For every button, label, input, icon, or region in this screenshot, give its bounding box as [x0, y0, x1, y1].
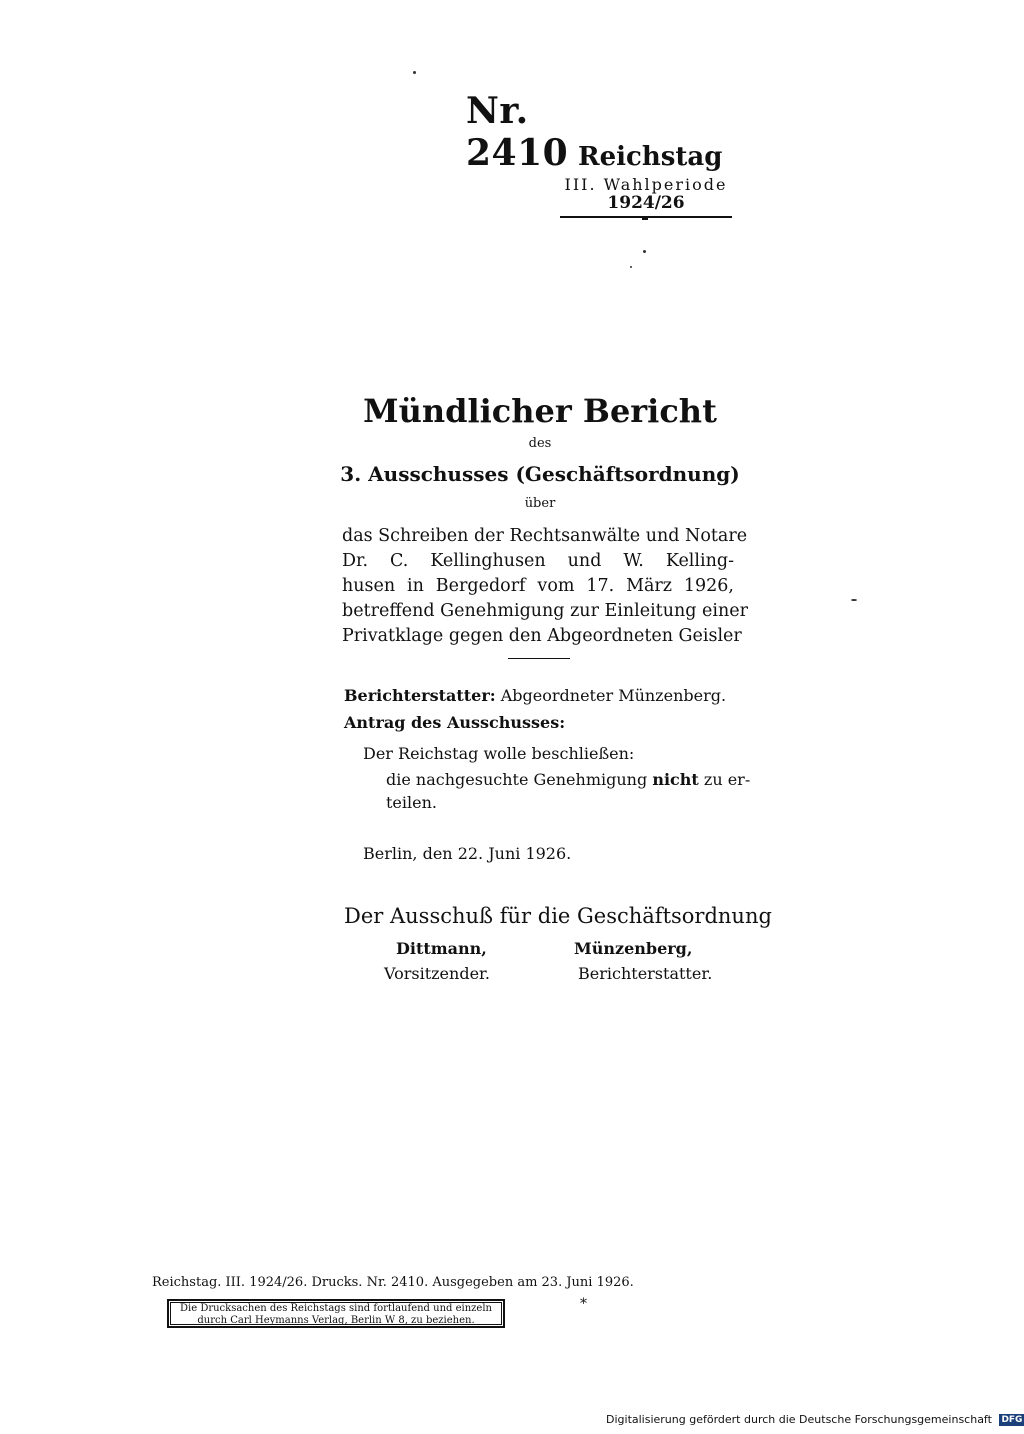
chair-name: Dittmann, — [396, 939, 487, 958]
motion-intro: Der Reichstag wolle beschließen: — [363, 744, 635, 763]
subject-line: Privatklage gegen den Abgeordneten Geisler — [342, 626, 742, 646]
reporter-line — [344, 686, 726, 705]
reporter-signature-name: Münzenberg, — [574, 939, 693, 958]
motion-text-a: die nachgesuchte Genehmigung — [386, 770, 648, 789]
committee-signature-line: Der Ausschuß für die Geschäftsordnung — [344, 904, 772, 928]
dfg-logo: DFG — [1001, 1415, 1023, 1425]
subject-line: husen in Bergedorf vom 17. März 1926, — [342, 576, 734, 596]
footnote-star: * — [580, 1296, 587, 1312]
publisher-note-box — [167, 1299, 505, 1328]
motion-text-emphasis: nicht — [652, 770, 699, 789]
place-date: Berlin, den 22. Juni 1926. — [363, 844, 572, 863]
print-imprint: Reichstag. III. 1924/26. Drucks. Nr. 2410. Ausgegeben am 23. Juni 1926. — [152, 1275, 634, 1290]
subject-line: Dr. C. Kellinghusen und W. Kelling- — [342, 551, 734, 571]
publisher-note-line: Die Drucksachen des Reichstags sind fortlaufend und einzeln — [180, 1303, 492, 1314]
header-rule — [560, 216, 732, 218]
reporter-label: Berichterstatter: — [344, 686, 496, 705]
committee-heading: 3. Ausschusses (Geschäftsordnung) — [340, 462, 740, 486]
report-subject — [342, 524, 748, 649]
digitization-credit — [606, 1413, 1024, 1426]
motion-text — [386, 770, 751, 789]
reporter-signature-role: Berichterstatter. — [578, 964, 713, 983]
document-number: Nr. 2410 — [466, 90, 569, 174]
scan-speck — [413, 71, 416, 74]
subject-line: betreffend Genehmigung zur Einleitung einer — [342, 601, 748, 621]
report-uber: über — [524, 496, 556, 511]
report-des: des — [528, 436, 552, 451]
publisher-note-inner — [170, 1302, 502, 1325]
motion-text-c: zu er- — [703, 770, 751, 789]
period-years: 1924/26 — [607, 193, 685, 213]
section-divider — [508, 658, 570, 659]
dfg-credit-text: Digitalisierung gefördert durch die Deutsche Forschungsgemeinschaft — [606, 1413, 992, 1426]
scan-speck — [643, 250, 646, 253]
parliament-name: Reichstag — [578, 142, 723, 172]
scan-speck — [851, 599, 857, 601]
report-title: Mündlicher Bericht — [363, 392, 717, 430]
publisher-note-line: durch Carl Heymanns Verlag, Berlin W 8, zu beziehen. — [197, 1315, 475, 1326]
subject-line: das Schreiben der Rechtsanwälte und Notare — [342, 526, 748, 546]
motion-text-end: teilen. — [386, 793, 437, 812]
election-period: III. Wahlperiode — [564, 175, 728, 194]
chair-role: Vorsitzender. — [384, 964, 491, 983]
scan-speck — [630, 266, 632, 268]
motion-label: Antrag des Ausschusses: — [344, 713, 566, 732]
reporter-value: Abgeordneter Münzenberg. — [500, 686, 727, 705]
